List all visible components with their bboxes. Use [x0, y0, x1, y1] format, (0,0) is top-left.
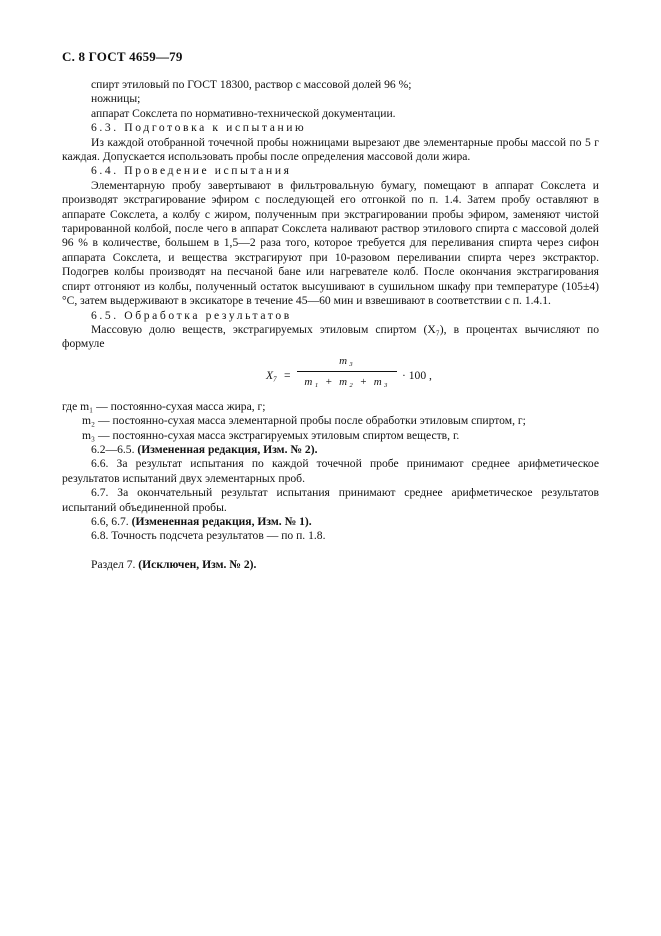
paragraph-6-3: Из каждой отобранной точечной пробы ножницами вырезают две элементарные пробы массой по 5 г каждая. Допускается использовать пробы после определения массовой доли жира.: [62, 135, 599, 164]
formula-multiplier: · 100 ,: [402, 368, 432, 382]
formula-equals: =: [284, 368, 291, 382]
where-line-2: m₂ — постоянно-сухая масса элементарной пробы после обработки этиловым спиртом, г;: [82, 414, 526, 428]
paragraph-6-7: 6.7. За окончательный результат испытания принимают среднее арифметическое результатов испытаний объединенной пробы.: [62, 486, 599, 514]
formula: [62, 352, 599, 400]
fraction-bar: [297, 371, 397, 372]
document-body: [62, 78, 599, 572]
edition-note-1-text: (Измененная редакция, Изм. № 2).: [137, 442, 318, 456]
text-line: спирт этиловый по ГОСТ 18300, раствор с массовой долей 96 %;: [91, 78, 412, 91]
edition-note-1: [62, 443, 599, 457]
section-heading-6-3: 6.3. Подготовка к испытанию: [91, 121, 307, 135]
section-heading-6-4: 6.4. Проведение испытания: [91, 164, 292, 178]
section-heading-6-5: 6.5. Обработка результатов: [91, 308, 292, 322]
section-7-note: [62, 558, 599, 572]
formula-denominator: m₁ + m₂ + m₃: [304, 376, 390, 389]
text-line: ножницы;: [91, 92, 141, 106]
where-line-3: m₃ — постоянно-сухая масса экстрагируемых этиловым спиртом веществ, г.: [82, 428, 460, 442]
edition-note-2-num: 6.6, 6.7.: [91, 514, 129, 528]
page-header: С. 8 ГОСТ 4659—79: [62, 49, 183, 64]
edition-note-2: [62, 515, 599, 529]
text-line: аппарат Сокслета по нормативно-технической документации.: [91, 106, 396, 120]
section-7-text: (Исключен, Изм. № 2).: [138, 557, 257, 571]
formula-fraction: [297, 354, 397, 390]
spacer: [62, 544, 599, 558]
formula-numerator: m₃: [339, 354, 355, 367]
section-7-num: Раздел 7.: [91, 557, 136, 571]
paragraph-6-4: Элементарную пробу завертывают в фильтровальную бумагу, помещают в аппарат Сокслета и производят экстрагирование эфиром с последующей его отгонкой по п. 1.4. Затем пробу оставляют в аппарате Сокслета, а колбу с жиром, полученным при экстрагировании пробы эфиром, заменяют чистой тарированной колбой, после чего в аппарат Сокслета наливают раствор этилового спирта с массовой долей 96 % в количестве, большем в 1,5—2 раза того, которое требуется для переливания спирта через сифон аппарата Сокслета, и вещества экстрагируют при 10-разовом переливании спирта через экстрактор. Подогрев колбы производят на песчаной бане или нагревателе колб. После окончания экстрагирования спирт отгоняют из колбы, полученный остаток высушивают в сушильном шкафу при температуре (105±4) °С, затем выдерживают в эксикаторе в течение 45—60 мин и взвешивают в соответствии с п. 1.4.1.: [62, 178, 599, 308]
where-line-1: где m₁ — постоянно-сухая масса жира, г;: [62, 399, 266, 413]
formula-lhs: X₇: [266, 368, 278, 382]
edition-note-2-text: (Измененная редакция, Изм. № 1).: [131, 514, 312, 528]
paragraph-6-5: Массовую долю веществ, экстрагируемых этиловым спиртом (X₇), в процентах вычисляют по формуле: [62, 322, 599, 351]
edition-note-1-num: 6.2—6.5.: [91, 442, 135, 456]
paragraph-6-8: 6.8. Точность подсчета результатов — по п. 1.8.: [91, 529, 326, 543]
paragraph-6-6: 6.6. За результат испытания по каждой точечной пробе принимают среднее арифметическое результатов испытаний двух элементарных проб.: [62, 457, 599, 485]
